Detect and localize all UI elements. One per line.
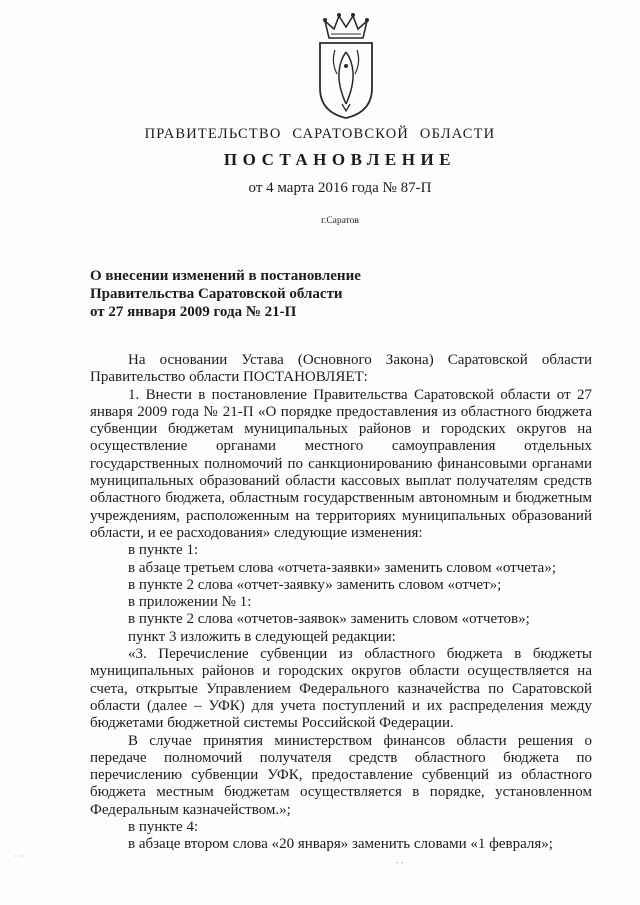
title-line: О внесении изменений в постановление [90,268,361,284]
body-paragraph: в пункте 2 слова «отчетов-заявок» заменить словом «отчетов»; [128,611,530,628]
body-paragraph: пункт 3 изложить в следующей редакции: [128,628,396,645]
body-paragraph: в абзаце втором слова «20 января» заменить словами «1 февраля»; [128,836,553,853]
body-paragraph: «3. Перечисление субвенции из областного бюджета в бюджеты муниципальных районов и городских округов области осуществляется на счета, открытые Управлением Федерального казначейства по Саратовской области (далее – УФК) для учета поступлений и их распределения между бюджетами бюджетной системы Российской Федерации. [90,646,592,732]
body-paragraph: в абзаце третьем слова «отчета-заявки» заменить словом «отчета»; [128,559,556,576]
document-city: г.Саратов [321,216,359,226]
document-type: ПОСТАНОВЛЕНИЕ [223,150,457,169]
body-paragraph: В случае принятия министерством финансов области решения о передаче полномочий получателя средств областного бюджета по перечислению субвенции УФК, предоставление субвенций из областного бюджета местным бюджетам осуществляется в порядке, установленном Федеральным казначейством.»; [90,732,592,818]
document-date: от 4 марта 2016 года № 87-П [248,180,432,196]
document-title [90,267,420,321]
body-paragraph: в приложении № 1: [128,594,252,611]
body-paragraph: в пункте 1: [128,542,199,559]
coat-of-arms-icon [315,12,377,120]
document-body [90,352,592,854]
scan-artifact: · ·· · [14,852,29,861]
body-paragraph: в пункте 2 слова «отчет-заявку» заменить словом «отчет»; [128,576,502,593]
government-name: ПРАВИТЕЛЬСТВО САРАТОВСКОЙ ОБЛАСТИ [144,126,496,142]
title-line: Правительства Саратовской области [90,286,343,302]
body-paragraph: На основании Устава (Основного Закона) Саратовской области Правительство области ПОСТАНОВЛЯЕТ: [90,352,592,386]
body-paragraph: в пункте 4: [128,819,199,836]
body-paragraph: 1. Внести в постановление Правительства Саратовской области от 27 января 2009 года № 21-П «О порядке предоставления из областного бюджета субвенции бюджетам муниципальных районов и городских округов на осуществление органами местного самоуправления отдельных государственных полномочий по санкционированию финансовыми органами муниципальных образований области кассовых выплат получателям средств областного бюджета, областным государственным автономным и бюджетным учреждениям, расположенным на территориях муниципальных образований области, и ее расходования» следующие изменения: [90,386,592,541]
scan-artifact: - - [396,858,404,867]
title-line: от 27 января 2009 года № 21-П [90,304,297,320]
